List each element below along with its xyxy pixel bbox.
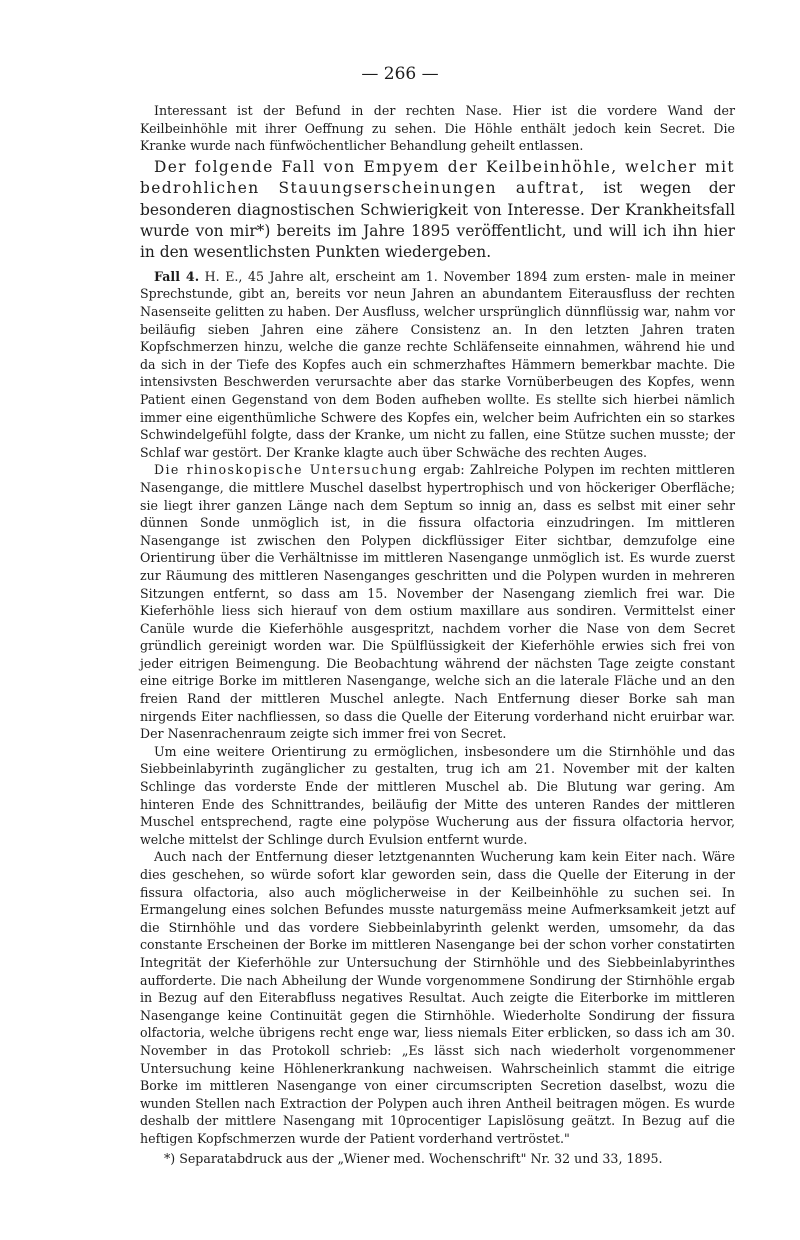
case-paragraph	[140, 268, 735, 462]
findings-paragraph: Auch nach der Entfernung dieser letztgenannten Wucherung kam kein Eiter nach. Wäre dies geschehen, so würde sofort klar geworden sein, dass die Quelle der Eiterung in der fissura olfactoria, also auch möglicherweise in der Keilbeinhöhle zu suchen sei. In Ermangelung eines solchen Befundes musste naturgemäss meine Aufmerksamkeit jetzt auf die Stirnhöhle und das vordere Siebbeinlabyrinth gelenkt werden, umsomehr, da das constante Erscheinen der Borke im mittleren Nasengange bei der schon vorher constatirten Integrität der Kieferhöhle zur Untersuchung der Stirnhöhle und des Siebbeinlabyrinthes aufforderte. Die nach Abheilung der Wunde vorgenommene Sondirung der Stirnhöhle ergab in Bezug auf den Eiterabfluss negatives Resultat. Auch zeigte die Eiterborke im mittleren Nasengange keine Continuität gegen die Stirnhöhle. Wiederholte Sondirung der fissura olfactoria, welche übrigens recht enge war, liess niemals Eiter erblicken, so dass ich am 30. November in das Protokoll schrieb: „Es lässt sich nach wiederholt vorgenommener Untersuchung keine Höhlenerkrankung nachweisen. Wahrscheinlich stammt die eitrige Borke im mittleren Nasengange von einer circumscripten Secretion daselbst, wozu die wunden Stellen nach Extraction der Polypen auch ihren Antheil beitragen mögen. Es wurde deshalb der mittlere Nasengang mit 10procentiger Lapislösung geätzt. In Bezug auf die heftigen Kopfschmerzen wurde der Patient vorderhand vertröstet."	[140, 849, 735, 1146]
case-heading: Fall 4.	[154, 268, 200, 284]
examination-text: ergab: Zahlreiche Polypen im rechten mittleren Nasengange, die mittlere Muschel daselbst hypertrophisch und von höckeriger Oberfläche; sie liegt ihrer ganzen Länge nach dem Septum so innig an, dass es selbst mit einer sehr dünnen Sonde unmöglich ist, in die fissura olfactoria einzudringen. Im mittleren Nasengange ist zwischen den Polypen dickflüssiger Eiter sichtbar, demzufolge eine Orientirung über die Verhältnisse im mittleren Nasengange unmöglich ist. Es wurde zuerst zur Räumung des mittleren Nasenganges geschritten und die Polypen wurden in mehreren Sitzungen entfernt, so dass am 15. November der Nasengang ziemlich frei war. Die Kieferhöhle liess sich hierauf von dem ostium maxillare aus sondiren. Vermittelst einer Canüle wurde die Kieferhöhle ausgespritzt, nachdem vorher die Nase von dem Secret gründlich gereinigt worden war. Die Spülflüssigkeit der Kieferhöhle erwies sich frei von jeder eitrigen Beimengung. Die Beobachtung während der nächsten Tage zeigte constant eine eitrige Borke im mittleren Nasengange, welche sich an die laterale Fläche und an den freien Rand der mittleren Muschel anlegte. Nach Entfernung dieser Borke sah man nirgends Eiter nachfliessen, so dass die Quelle der Eiterung vorderhand nicht eruirbar war. Der Nasenrachenraum zeigte sich immer frei von Secret.	[140, 462, 735, 742]
case-text: H. E., 45 Jahre alt, erscheint am 1. November 1894 zum ersten- male in meiner Sprechstunde, gibt an, bereits vor neun Jahren an abundantem Eiterausfluss der rechten Nasenseite gelitten zu haben. Der Ausfluss, welcher ursprünglich dünnflüssig war, nahm vor beiläufig sieben Jahren eine zähere Consistenz an. In den letzten Jahren traten Kopfschmerzen hinzu, welche die ganze rechte Schläfenseite einnahmen, während hie und da sich in der Tiefe des Kopfes auch ein schmerzhaftes Hämmern bemerkbar machte. Die intensivsten Beschwerden verursachte aber das starke Vornüberbeugen des Kopfes, wenn Patient einen Gegenstand von dem Boden aufheben wollte. Es stellte sich hierbei nämlich immer eine eigenthümliche Schwere des Kopfes ein, welcher beim Aufrichten ein so starkes Schwindelgefühl folgte, dass der Kranke, um nicht zu fallen, eine Stütze suchen musste; der Schlaf war gestört. Der Kranke klagte auch über Schwäche des rechten Auges.	[140, 268, 735, 460]
emphasized-spaced-text: Der folgende Fall von Empyem der Keilbeinhöhle, welcher mit bedrohlichen Stauungserscheinungen auftrat,	[140, 157, 735, 198]
intro-paragraph: Interessant ist der Befund in der rechten Nase. Hier ist die vordere Wand der Keilbeinhöhle mit ihrer Oeffnung zu sehen. Die Höhle enthält jedoch kein Secret. Die Kranke wurde nach fünfwöchentlicher Behandlung geheilt entlassen.	[140, 103, 735, 154]
examination-spaced-text: Die rhinoskopische Untersuchung	[154, 462, 418, 478]
document-body	[140, 102, 735, 1167]
emphasized-paragraph	[140, 157, 735, 264]
page-number: — 266 —	[361, 64, 439, 84]
examination-paragraph	[140, 461, 735, 743]
orientation-paragraph: Um eine weitere Orientirung zu ermöglichen, insbesondere um die Stirnhöhle und das Siebbeinlabyrinth zugänglicher zu gestalten, trug ich am 21. November mit der kalten Schlinge das vorderste Ende der mittleren Muschel ab. Die Blutung war gering. Am hinteren Ende des Schnittrandes, beiläufig der Mitte des unteren Randes der mittleren Muschel entsprechend, ragte eine polypöse Wucherung aus der fissura olfactoria hervor, welche mittelst der Schlinge durch Evulsion entfernt wurde.	[140, 743, 735, 847]
emphasized-rest-text: ist wegen der besonderen diagnostischen Schwierigkeit von Interesse. Der Krankheitsfall wurde von mir*) bereits im Jahre 1895 veröffentlicht, und will ich ihn hier in den wesentlichsten Punkten wiedergeben.	[140, 179, 736, 262]
footnote: *) Separatabdruck aus der „Wiener med. Wochenschrift" Nr. 32 und 33, 1895.	[164, 1150, 663, 1166]
